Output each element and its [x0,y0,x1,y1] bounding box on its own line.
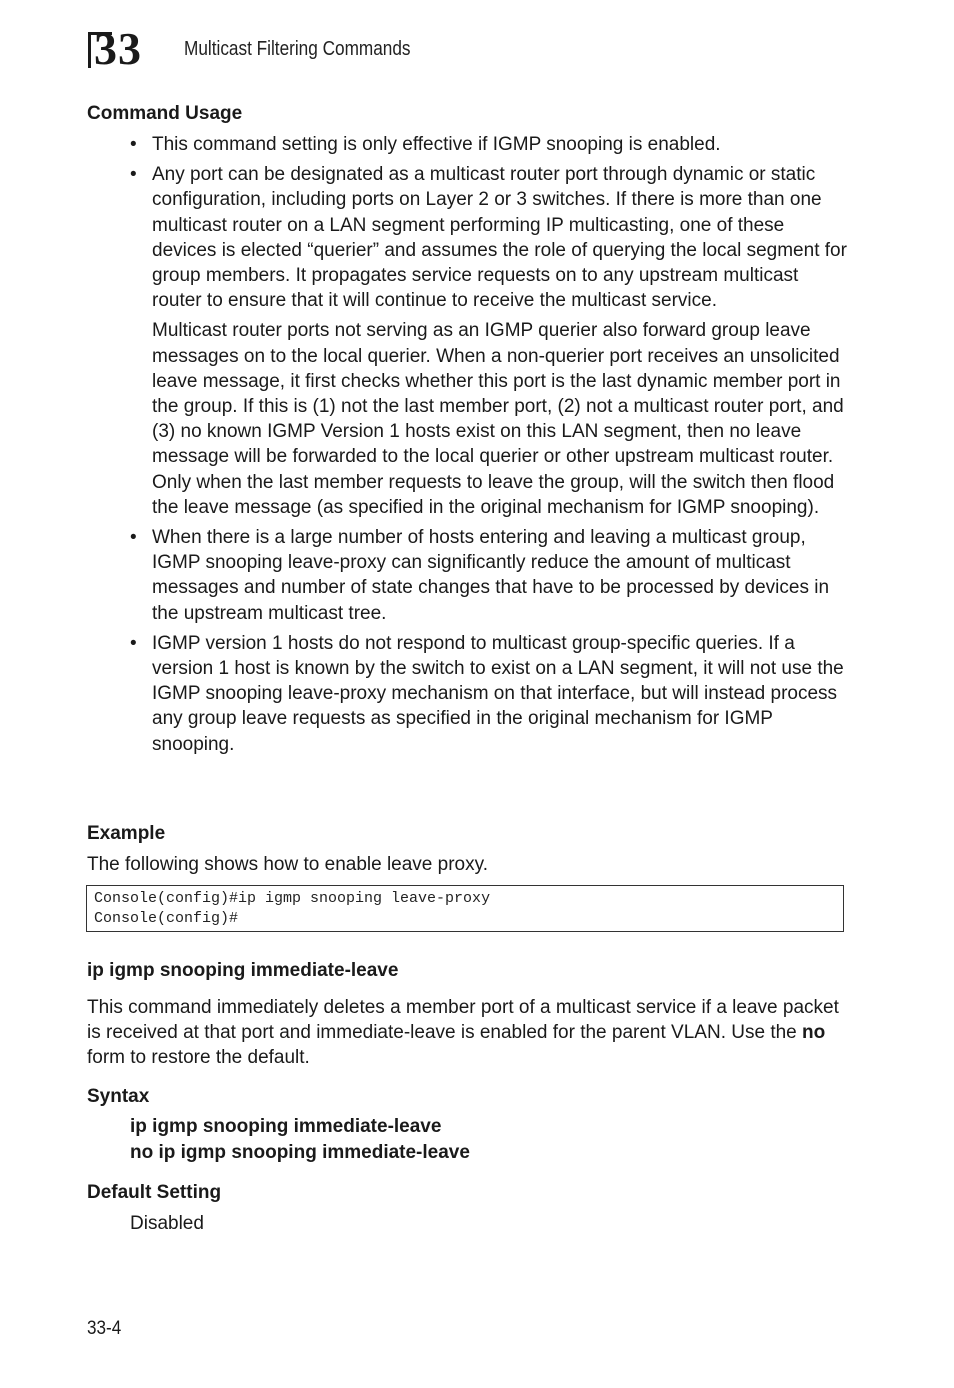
example-intro: The following shows how to enable leave proxy. [87,854,488,875]
bullet-text: IGMP version 1 hosts do not respond to multicast group-specific queries. If a version 1 host is known by the switch to exist on a LAN segment, it will not use the IGMP snooping leave-proxy mechanism on that interface, but will instead process any group leave requests as specified in the original mechanism for IGMP snooping. [152,632,844,755]
syntax-line: no ip igmp snooping immediate-leave [130,1142,470,1163]
list-item [130,525,850,626]
command-description [87,995,852,1071]
bullet-text: When there is a large number of hosts entering and leaving a multicast group, IGMP snooping leave-proxy can significantly reduce the amount of multicast messages and number of state changes that have to be processed by devices in the upstream multicast tree. [152,527,830,624]
command-usage-list [130,132,850,762]
syntax-heading: Syntax [87,1086,150,1107]
code-line: Console(config)#ip igmp snooping leave-proxy [94,890,491,907]
page-number: 33-4 [87,1318,122,1339]
list-item [130,631,850,757]
code-line: Console(config)# [94,910,239,927]
bullet-text: Any port can be designated as a multicast router port through dynamic or static configuration, including ports on Layer 2 or 3 switches. If there is more than one multicast router on a LAN segment performing IP multicasting, one of these devices is elected “querier” and assumes the role of querying the local segment for group members. It propagates service requests on to any upstream multicast router to ensure that it will continue to receive the multicast service. [152,164,847,312]
bullet-icon: • [130,632,137,654]
chapter-title: Multicast Filtering Commands [184,38,411,60]
default-setting-value: Disabled [130,1213,204,1234]
syntax-line: ip igmp snooping immediate-leave [130,1116,442,1137]
description-text-end: form to restore the default. [87,1047,310,1069]
list-item [130,132,850,157]
bullet-icon: • [130,164,137,186]
description-text: This command immediately deletes a member port of a multicast service if a leave packet is received at that port and immediate-leave is enabled for the parent VLAN. Use the [87,997,839,1044]
chapter-number: 33 [94,23,142,74]
code-example-box [86,885,844,932]
bullet-continuation: Multicast router ports not serving as an IGMP querier also forward group leave messages on to the local querier. When a non-querier port receives an unsolicited leave message, it first checks whether this port is the last dynamic member port in the group. If this is (1) not the last member port, (2) not a multicast router port, and (3) no known IGMP Version 1 hosts exist on this LAN segment, then no leave message will be forwarded to the local querier or other upstream multicast router. Only when the last member requests to leave the group, will the switch then flood the leave message (as specified in the original mechanism for IGMP snooping). [152,320,844,518]
command-title: ip igmp snooping immediate-leave [87,960,399,981]
command-usage-heading: Command Usage [87,103,243,124]
example-heading: Example [87,823,166,844]
bullet-icon: • [130,527,137,549]
list-item [130,162,850,520]
description-no-keyword: no [802,1022,826,1044]
bullet-icon: • [130,134,137,155]
bullet-text: This command setting is only effective if IGMP snooping is enabled. [152,134,721,155]
default-setting-heading: Default Setting [87,1182,222,1203]
chapter-box-bar [88,32,91,68]
chapter-number-box [88,23,166,74]
